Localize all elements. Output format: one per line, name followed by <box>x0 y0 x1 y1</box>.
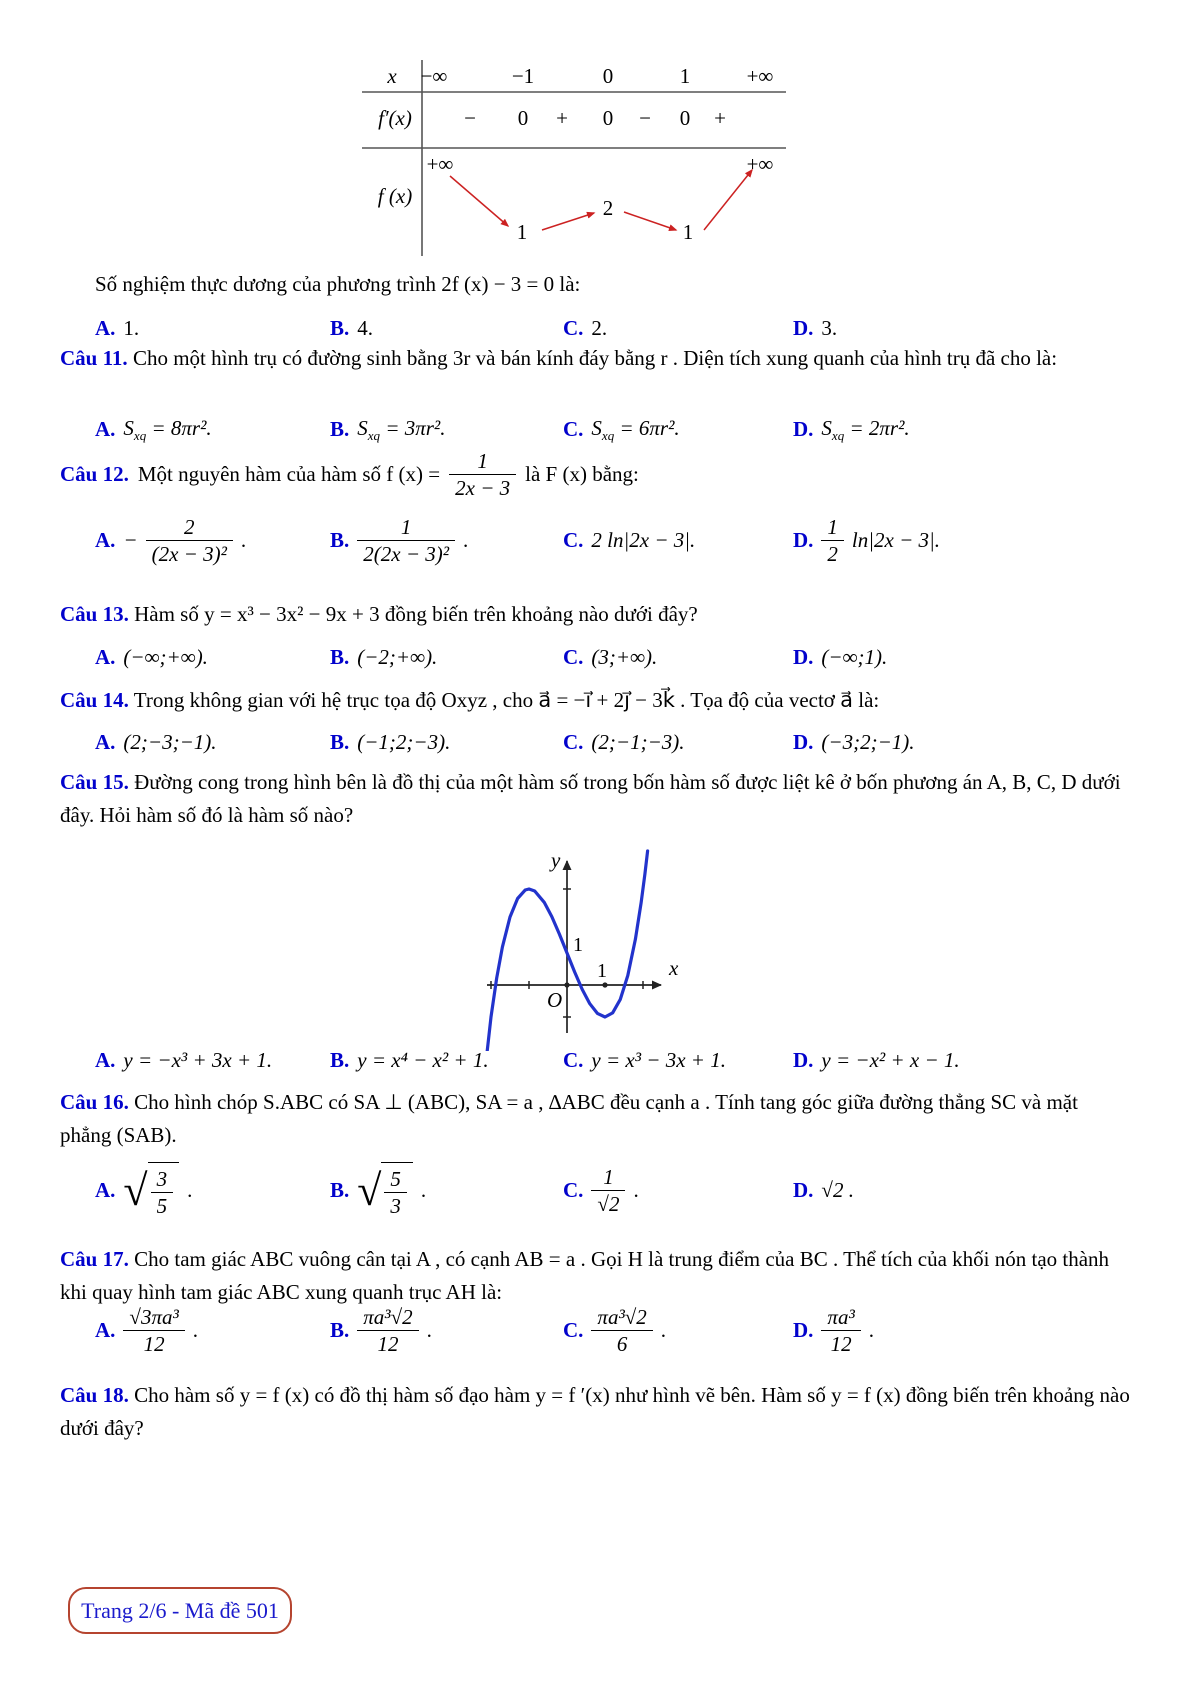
numerator: 1 <box>449 448 516 475</box>
option-text <box>123 412 211 446</box>
subscript: xq <box>831 428 845 444</box>
option-text: (−3;2;−1). <box>821 730 915 754</box>
q15-option-b <box>330 1044 563 1077</box>
symbol: S <box>357 416 368 440</box>
period: . <box>660 1318 667 1343</box>
q15-option-c <box>563 1044 793 1077</box>
variation-table <box>362 60 786 256</box>
subscript: xq <box>601 428 615 444</box>
question-number: Câu 15. <box>60 770 129 794</box>
option-text: y = −x³ + 3x + 1. <box>123 1048 273 1072</box>
q10-options <box>60 312 1131 345</box>
q11-option-a <box>95 412 330 446</box>
q15-stem <box>60 766 1131 831</box>
numerator: πa³ <box>821 1304 860 1331</box>
q16-option-a <box>95 1162 330 1220</box>
stem-text: Trong không gian với hệ trục tọa độ Oxyz , cho a⃗ = −i⃗ + 2j⃗ − 3k⃗ . Tọa độ của vectơ a⃗ là: <box>133 688 880 712</box>
q11-option-d <box>793 412 1131 446</box>
question-number: Câu 18. <box>60 1383 129 1407</box>
numerator: 2 <box>146 514 233 541</box>
option-text <box>357 412 445 446</box>
vtable-fprime-zero: 0 <box>517 106 529 130</box>
variation-arrows <box>450 170 752 230</box>
vtable-x-value: −1 <box>511 64 535 88</box>
q11-option-b <box>330 412 563 446</box>
question-number: Câu 17. <box>60 1247 129 1271</box>
option-letter: D. <box>793 416 814 441</box>
denominator: 2x − 3 <box>455 476 511 501</box>
fraction <box>151 1166 174 1220</box>
q12-option-b <box>330 514 563 568</box>
option-letter: D. <box>793 1048 814 1072</box>
q17-option-d <box>793 1304 1131 1358</box>
q14-option-a <box>95 726 330 759</box>
q13-option-b <box>330 641 563 674</box>
period: . <box>240 528 247 553</box>
q10-option-b <box>330 312 563 345</box>
option-letter: A. <box>95 1048 116 1072</box>
page-footer-text: Trang 2/6 - Mã đề 501 <box>81 1597 279 1623</box>
denominator: 3 <box>390 1194 401 1219</box>
fraction <box>449 448 516 502</box>
formula: ln|2x − 3|. <box>851 528 941 553</box>
formula: = 3πr². <box>380 416 446 440</box>
stem-text: Cho hình chóp S.ABC có SA ⊥ (ABC), SA = a , ∆ABC đều cạnh a . Tính tang góc giữa đường thẳng SC và mặt phẳng (SAB). <box>60 1090 1078 1147</box>
option-letter: C. <box>563 1318 584 1343</box>
minus-sign: − <box>123 528 138 553</box>
denominator: 2(2x − 3)² <box>363 542 450 567</box>
option-letter: B. <box>330 416 350 441</box>
symbol: S <box>821 416 832 440</box>
q10-stem: Số nghiệm thực dương của phương trình 2f (x) − 3 = 0 là: <box>95 272 581 296</box>
question-number: Câu 16. <box>60 1090 129 1114</box>
option-text: 2. <box>591 316 608 340</box>
question-number: Câu 12. <box>60 462 129 487</box>
option-text: y = −x² + x − 1. <box>821 1048 960 1072</box>
fraction <box>821 1304 860 1358</box>
numerator: πa³√2 <box>591 1304 652 1331</box>
q10-option-a <box>95 312 330 345</box>
option-letter: D. <box>793 1178 814 1203</box>
q18-stem <box>60 1379 1131 1444</box>
period: . <box>633 1178 639 1203</box>
vtable-f-value: 1 <box>516 220 528 244</box>
denominator: 12 <box>143 1332 165 1357</box>
square-root <box>357 1162 413 1220</box>
q10-option-c <box>563 312 793 345</box>
radical-sign: √ <box>123 1166 148 1216</box>
denominator: (2x − 3)² <box>151 542 227 567</box>
option-text: y = x⁴ − x² + 1. <box>357 1048 489 1072</box>
q12-option-c <box>563 524 793 557</box>
option-text: (−∞;+∞). <box>123 645 208 669</box>
vtable-f-value: +∞ <box>746 152 774 176</box>
cubic-curve-figure <box>485 845 681 1051</box>
q13-options <box>60 641 1131 674</box>
radical-sign: √ <box>357 1166 382 1216</box>
q14-option-b <box>330 726 563 759</box>
q17-option-b <box>330 1304 563 1358</box>
question-number: Câu 14. <box>60 688 129 712</box>
option-letter: C. <box>563 645 584 669</box>
q16-option-c <box>563 1164 793 1218</box>
stem-text: Một nguyên hàm của hàm số f (x) = <box>137 462 441 487</box>
fraction <box>123 1304 184 1358</box>
vtable-x-label: x <box>387 64 397 88</box>
vtable-x-value: +∞ <box>746 64 774 88</box>
fraction <box>591 1304 652 1358</box>
denominator: 5 <box>156 1194 168 1219</box>
option-letter: C. <box>563 528 584 553</box>
option-letter: D. <box>793 316 814 340</box>
vtable-fprime-label: f′(x) <box>378 106 412 130</box>
square-root <box>123 1162 179 1220</box>
question-number: Câu 13. <box>60 602 129 626</box>
subscript: xq <box>367 428 381 444</box>
q16-options <box>60 1162 1131 1220</box>
option-letter: A. <box>95 1318 116 1343</box>
radicand <box>381 1162 413 1220</box>
question-number: Câu 11. <box>60 346 128 370</box>
option-letter: B. <box>330 1048 350 1072</box>
fraction <box>357 514 455 568</box>
q15-options <box>60 1044 1131 1077</box>
formula: = 6πr². <box>614 416 680 440</box>
origin-label: O <box>547 988 563 1012</box>
fraction <box>146 514 233 568</box>
vtable-x-value: 1 <box>679 64 691 88</box>
q16-stem <box>60 1086 1131 1151</box>
option-text: (2;−3;−1). <box>123 730 217 754</box>
q12-option-d <box>793 514 1131 568</box>
q13-option-d <box>793 641 1131 674</box>
option-letter: D. <box>793 645 814 669</box>
vtable-f-label: f (x) <box>377 184 413 208</box>
vtable-fprime-zero: 0 <box>602 106 614 130</box>
option-text: √2 . <box>821 1178 854 1203</box>
vtable-fprime-sign: + <box>714 106 726 130</box>
x-axis-label: x <box>669 956 679 980</box>
subscript: xq <box>133 428 147 444</box>
period: . <box>426 1318 432 1343</box>
q17-stem <box>60 1243 1131 1308</box>
denominator: 6 <box>616 1332 628 1357</box>
numerator: √3πa³ <box>123 1304 184 1331</box>
y-tick-label: 1 <box>573 934 583 956</box>
q17-option-a <box>95 1304 330 1358</box>
option-letter: C. <box>563 316 584 340</box>
fraction <box>591 1164 625 1218</box>
option-text: (3;+∞). <box>591 645 658 669</box>
option-letter: D. <box>793 730 814 754</box>
period: . <box>420 1178 427 1203</box>
fraction <box>384 1166 407 1220</box>
cubic-curve-plot <box>485 845 681 1051</box>
q17-options <box>60 1304 1131 1358</box>
formula: = 8πr². <box>146 416 212 440</box>
option-letter: A. <box>95 528 116 553</box>
q17-option-c <box>563 1304 793 1358</box>
option-letter: A. <box>95 645 116 669</box>
option-letter: C. <box>563 416 584 441</box>
stem-text: là F (x) bằng: <box>525 462 639 487</box>
stem-text: Cho một hình trụ có đường sinh bằng 3r và bán kính đáy bằng r . Diện tích xung quanh của hình trụ đã cho là: <box>132 346 1058 370</box>
q16-option-d <box>793 1174 1131 1207</box>
q13-stem <box>60 598 1131 631</box>
q14-options <box>60 726 1131 759</box>
page-footer-badge <box>68 1587 292 1634</box>
y-axis-label: y <box>551 848 561 872</box>
option-letter: C. <box>563 730 584 754</box>
option-text: 2 ln|2x − 3|. <box>591 528 696 553</box>
symbol: S <box>123 416 134 440</box>
option-text <box>591 412 679 446</box>
x-tick-label: 1 <box>597 960 607 982</box>
option-text: 4. <box>357 316 374 340</box>
option-text: (−∞;1). <box>821 645 888 669</box>
numerator: 5 <box>384 1166 407 1193</box>
option-letter: A. <box>95 416 116 441</box>
denominator: √2 <box>597 1192 620 1217</box>
vtable-x-value: −∞ <box>420 64 448 88</box>
numerator: 1 <box>357 514 455 541</box>
symbol: S <box>591 416 602 440</box>
q12-option-a <box>95 514 330 568</box>
stem-text: Cho hàm số y = f (x) có đồ thị hàm số đạo hàm y = f ′(x) như hình vẽ bên. Hàm số y = f (x) đồng biến trên khoảng nào dưới đây? <box>60 1383 1130 1440</box>
fraction <box>357 1304 418 1358</box>
vtable-f-value: 1 <box>682 220 694 244</box>
formula: = 2πr². <box>844 416 910 440</box>
denominator: 2 <box>827 542 838 567</box>
option-text: y = x³ − 3x + 1. <box>591 1048 726 1072</box>
period: . <box>868 1318 874 1343</box>
option-letter: D. <box>793 1318 814 1343</box>
option-letter: D. <box>793 528 814 553</box>
option-letter: B. <box>330 1178 350 1203</box>
option-text: 1. <box>123 316 140 340</box>
period: . <box>192 1318 199 1343</box>
vtable-x-value: 0 <box>602 64 614 88</box>
vtable-fprime-zero: 0 <box>679 106 691 130</box>
option-letter: C. <box>563 1178 584 1203</box>
vtable-fprime-sign: − <box>464 106 476 130</box>
denominator: 12 <box>830 1332 852 1357</box>
option-letter: B. <box>330 1318 350 1343</box>
q11-option-c <box>563 412 793 446</box>
numerator: 1 <box>591 1164 625 1191</box>
vtable-f-value: 2 <box>602 196 614 220</box>
numerator: 3 <box>151 1166 174 1193</box>
option-letter: A. <box>95 730 116 754</box>
radicand <box>148 1162 180 1220</box>
stem-text: Cho tam giác ABC vuông cân tại A , có cạnh AB = a . Gọi H là trung điểm của BC . Thể tích của khối nón tạo thành khi quay hình tam giác ABC xung quanh trục AH là: <box>60 1247 1110 1304</box>
option-letter: B. <box>330 528 350 553</box>
option-letter: B. <box>330 730 350 754</box>
q13-option-c <box>563 641 793 674</box>
option-text: (2;−1;−3). <box>591 730 685 754</box>
vtable-fprime-sign: − <box>639 106 651 130</box>
q14-stem <box>60 684 1131 717</box>
option-letter: A. <box>95 316 116 340</box>
q14-option-d <box>793 726 1131 759</box>
option-text: 3. <box>821 316 838 340</box>
denominator: 12 <box>377 1332 399 1357</box>
vtable-f-value: +∞ <box>426 152 454 176</box>
numerator: 1 <box>821 514 844 541</box>
vtable-fprime-sign: + <box>556 106 568 130</box>
q12-stem <box>60 448 1131 502</box>
option-text <box>821 412 909 446</box>
q11-stem <box>60 342 1131 375</box>
q12-options <box>60 514 1131 568</box>
period: . <box>463 528 469 553</box>
q15-option-d <box>793 1044 1131 1077</box>
option-text: (−1;2;−3). <box>357 730 451 754</box>
q10-option-d <box>793 312 1131 345</box>
numerator: πa³√2 <box>357 1304 418 1331</box>
q16-option-b <box>330 1162 563 1220</box>
stem-text: Hàm số y = x³ − 3x² − 9x + 3 đồng biến trên khoảng nào dưới đây? <box>134 602 698 626</box>
period: . <box>187 1178 193 1203</box>
stem-text: Đường cong trong hình bên là đồ thị của một hàm số trong bốn hàm số được liệt kê ở bốn phương án A, B, C, D dưới đây. Hỏi hàm số đó là hàm số nào? <box>60 770 1121 827</box>
q14-option-c <box>563 726 793 759</box>
option-letter: C. <box>563 1048 584 1072</box>
q13-option-a <box>95 641 330 674</box>
q11-options <box>60 412 1131 446</box>
option-text: (−2;+∞). <box>357 645 438 669</box>
option-letter: B. <box>330 645 350 669</box>
option-letter: A. <box>95 1178 116 1203</box>
fraction <box>821 514 844 568</box>
option-letter: B. <box>330 316 350 340</box>
q15-option-a <box>95 1044 330 1077</box>
